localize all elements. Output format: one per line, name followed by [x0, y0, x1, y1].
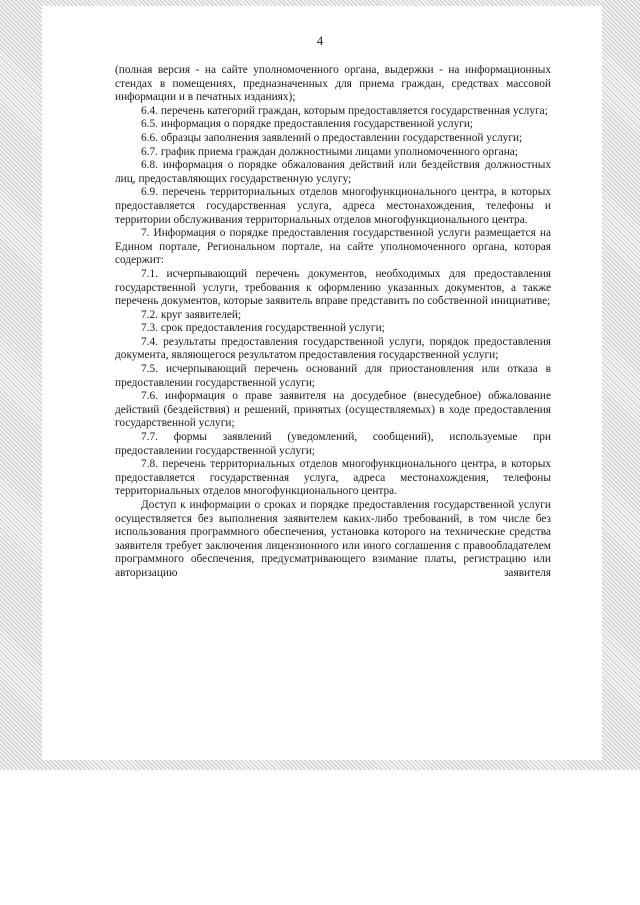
paragraph: 6.6. образцы заполнения заявлений о предоставлении государственной услуги;: [141, 131, 523, 144]
paragraph: 7.5. исчерпывающий перечень оснований для приостановления или отказа в предоставлении государственной услуги;: [115, 363, 551, 389]
paragraph: 6.4. перечень категорий граждан, которым предоставляется государственная услуга;: [141, 104, 548, 117]
paragraph: 6.7. график приема граждан должностными лицами уполномоченного органа;: [141, 145, 518, 158]
paragraph: 6.5. информация о порядке предоставления государственной услуги;: [141, 118, 474, 131]
scan-border-right: [602, 0, 640, 770]
paragraph: 7.4. результаты предоставления государственной услуги, порядок предоставления документа, являющегося результатом предоставления государственной услуги;: [115, 335, 551, 362]
paragraph: 6.9. перечень территориальных отделов многофункционального центра, в которых предоставляется государственная услуга, адреса местонахождения, телефоны и территории обслуживания территориальных отделов многофункционального центра.: [115, 186, 551, 226]
paragraph: 7.2. круг заявителей;: [141, 308, 242, 321]
paragraph: (полная версия - на сайте уполномоченного органа, выдержки - на информационных стендах в помещениях, предназначенных для приема граждан, средствах массовой информации и в печатных изданиях);: [115, 64, 551, 104]
page-number: 4: [316, 33, 324, 48]
paragraph: 6.8. информация о порядке обжалования действий или бездействия должностных лиц, предоставляющих государственную услугу;: [115, 159, 551, 185]
scan-border-bottom: [0, 760, 640, 770]
paragraph: 7. Информация о порядке предоставления государственной услуги размещается на Едином портале, Региональном портале, на сайте уполномоченного органа, которая содержит:: [115, 227, 551, 267]
paragraph: 7.7. формы заявлений (уведомлений, сообщений), используемые при предоставлении государственной услуги;: [115, 431, 551, 457]
scan-border-left: [0, 0, 42, 770]
paragraph: 7.6. информация о праве заявителя на досудебное (внесудебное) обжалование действий (бездействия) и решений, принятых (осуществляемых) в ходе предоставления государственной услуги;: [115, 390, 551, 430]
paragraph: 7.3. срок предоставления государственной услуги;: [141, 322, 385, 335]
paragraph: 7.8. перечень территориальных отделов многофункционального центра, в которых предоставляется государственная услуга, адреса местонахождения, телефоны территориальных отделов многофункционального центра.: [115, 458, 551, 498]
paragraph: 7.1. исчерпывающий перечень документов, необходимых для предоставления государственной услуги, требования к оформлению указанных документов, а также перечень документов, которые заявитель вправе представить по собственной инициативе;: [115, 267, 551, 308]
paragraph: Доступ к информации о сроках и порядке предоставления государственной услуги осуществляется без выполнения заявителем каких-либо требований, в том числе без использования программного обеспечения, установка которого на технические средства заявителя требует заключения лицензионного или иного соглашения с правообладателем программного обеспечения, предусматривающего взимание платы, регистрацию или авторизацию заявителя: [115, 499, 551, 579]
document-body: [115, 64, 551, 581]
